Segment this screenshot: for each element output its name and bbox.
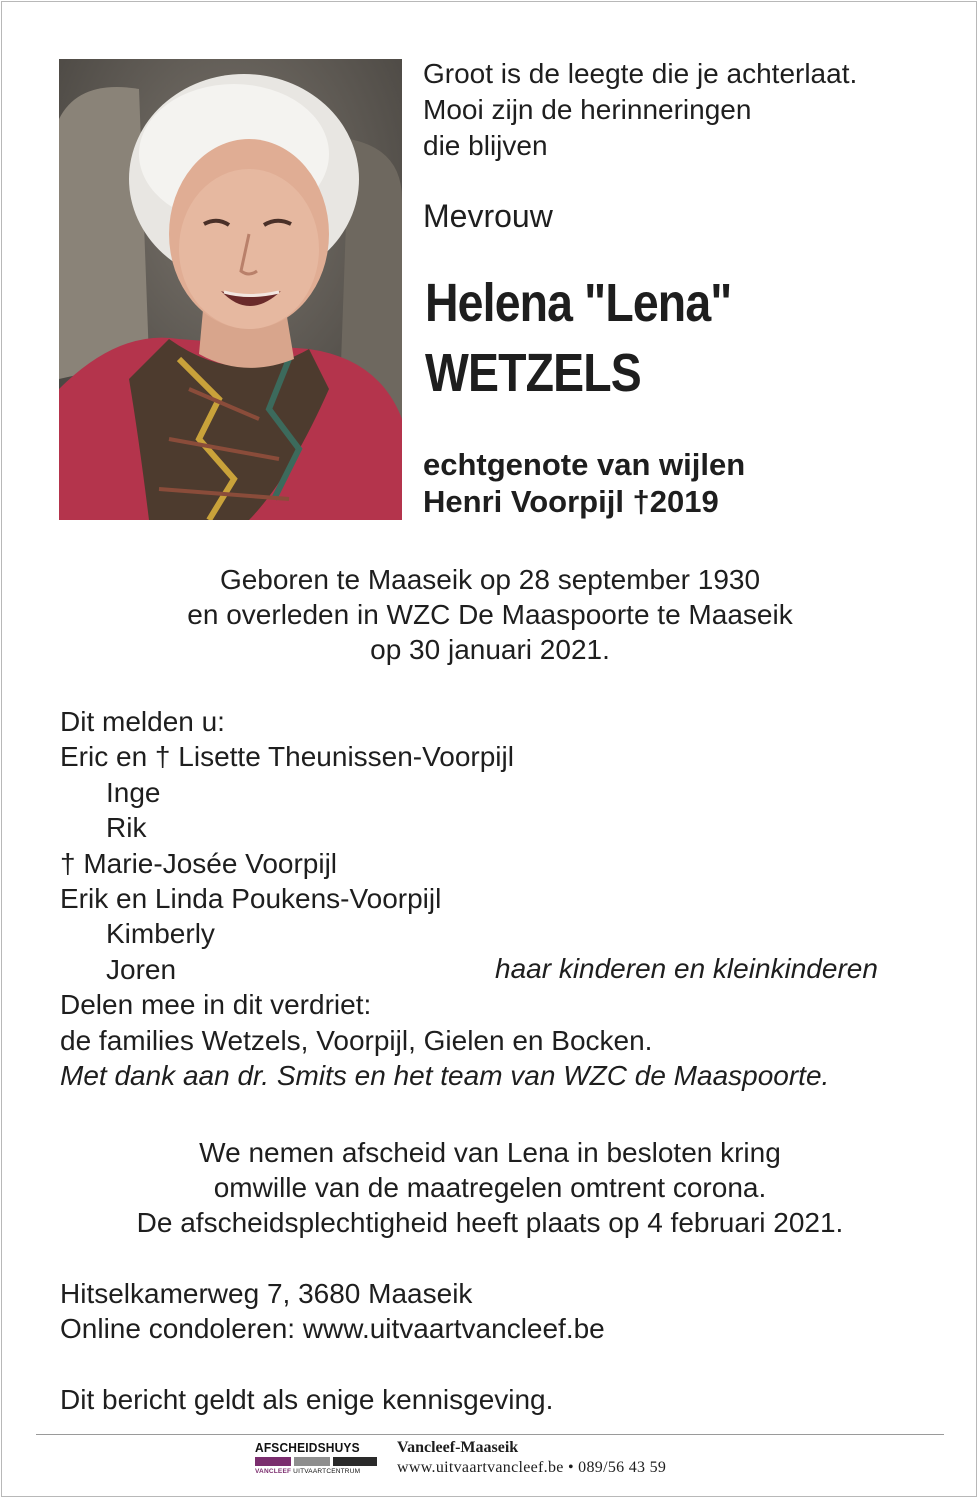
farewell-line: We nemen afscheid van Lena in besloten kring [199,1137,781,1168]
funeral-home-logo [255,1440,380,1478]
portrait-photo [59,59,402,520]
death-date: op 30 januari 2021. [370,634,610,665]
family-signature: haar kinderen en kleinkinderen [495,953,878,984]
death-line: en overleden in WZC De Maaspoorte te Maaseik [187,599,793,630]
extended-families: de families Wetzels, Voorpijl, Gielen en Bocken. [60,1024,653,1056]
family-intro: Dit melden u: [60,706,225,737]
notice-text: Dit bericht geldt als enige kennisgeving. [60,1384,554,1415]
honorific: Mevrouw [423,198,553,234]
birth-death-info [60,562,920,667]
deceased-name [425,268,731,408]
quote-line: Groot is de leegte die je achterlaat. [423,58,858,89]
logo-subtitle [255,1468,380,1475]
spouse-line: echtgenote van wijlen [423,447,746,482]
logo-bar-dark [333,1457,377,1466]
address: Hitselkamerweg 7, 3680 Maaseik [60,1278,473,1309]
grandchild: Inge [106,776,161,808]
quote-line: Mooi zijn de herinneringen [423,94,752,125]
first-name: Helena "Lena" [425,273,732,333]
family-member: Erik en Linda Poukens-Voorpijl [60,883,442,915]
family-member: Eric en † Lisette Theunissen-Voorpijl [60,741,514,773]
logo-bar-purple [255,1457,291,1466]
family-list [60,704,829,1093]
memorial-quote [423,56,857,164]
logo-bars [255,1457,380,1466]
quote-line: die blijven [423,130,548,161]
logo-brand: VANCLEEF [255,1468,292,1475]
farewell-info [60,1135,920,1240]
thanks-note: Met dank aan dr. Smits en het team van WZC de Maaspoorte. [60,1060,830,1092]
last-name: WETZELS [425,343,641,403]
farewell-line: omwille van de maatregelen omtrent corona. [213,1172,767,1203]
company-name: Vancleef-Maaseik [397,1439,519,1456]
family-member: † Marie-Josée Voorpijl [60,847,338,879]
contact-info [60,1276,605,1347]
spouse-info [423,446,745,520]
company-contact[interactable]: www.uitvaartvancleef.be • 089/56 43 59 [397,1459,667,1476]
spouse-line: Henri Voorpijl †2019 [423,484,719,519]
grandchild: Rik [106,812,147,844]
birth-line: Geboren te Maaseik op 28 september 1930 [219,564,761,595]
logo-title: AFSCHEIDSHUYS [255,1440,360,1455]
grandchild: Kimberly [106,918,215,950]
footer-divider [36,1434,944,1435]
logo-bar-grey [294,1457,330,1466]
share-grief-intro: Delen mee in dit verdriet: [60,989,372,1021]
grandchild: Joren [106,953,177,985]
online-condolence[interactable]: Online condoleren: www.uitvaartvancleef.be [60,1313,605,1345]
farewell-line: De afscheidsplechtigheid heeft plaats op 4 februari 2021. [136,1207,844,1238]
logo-sub: UITVAARTCENTRUM [293,1468,361,1475]
